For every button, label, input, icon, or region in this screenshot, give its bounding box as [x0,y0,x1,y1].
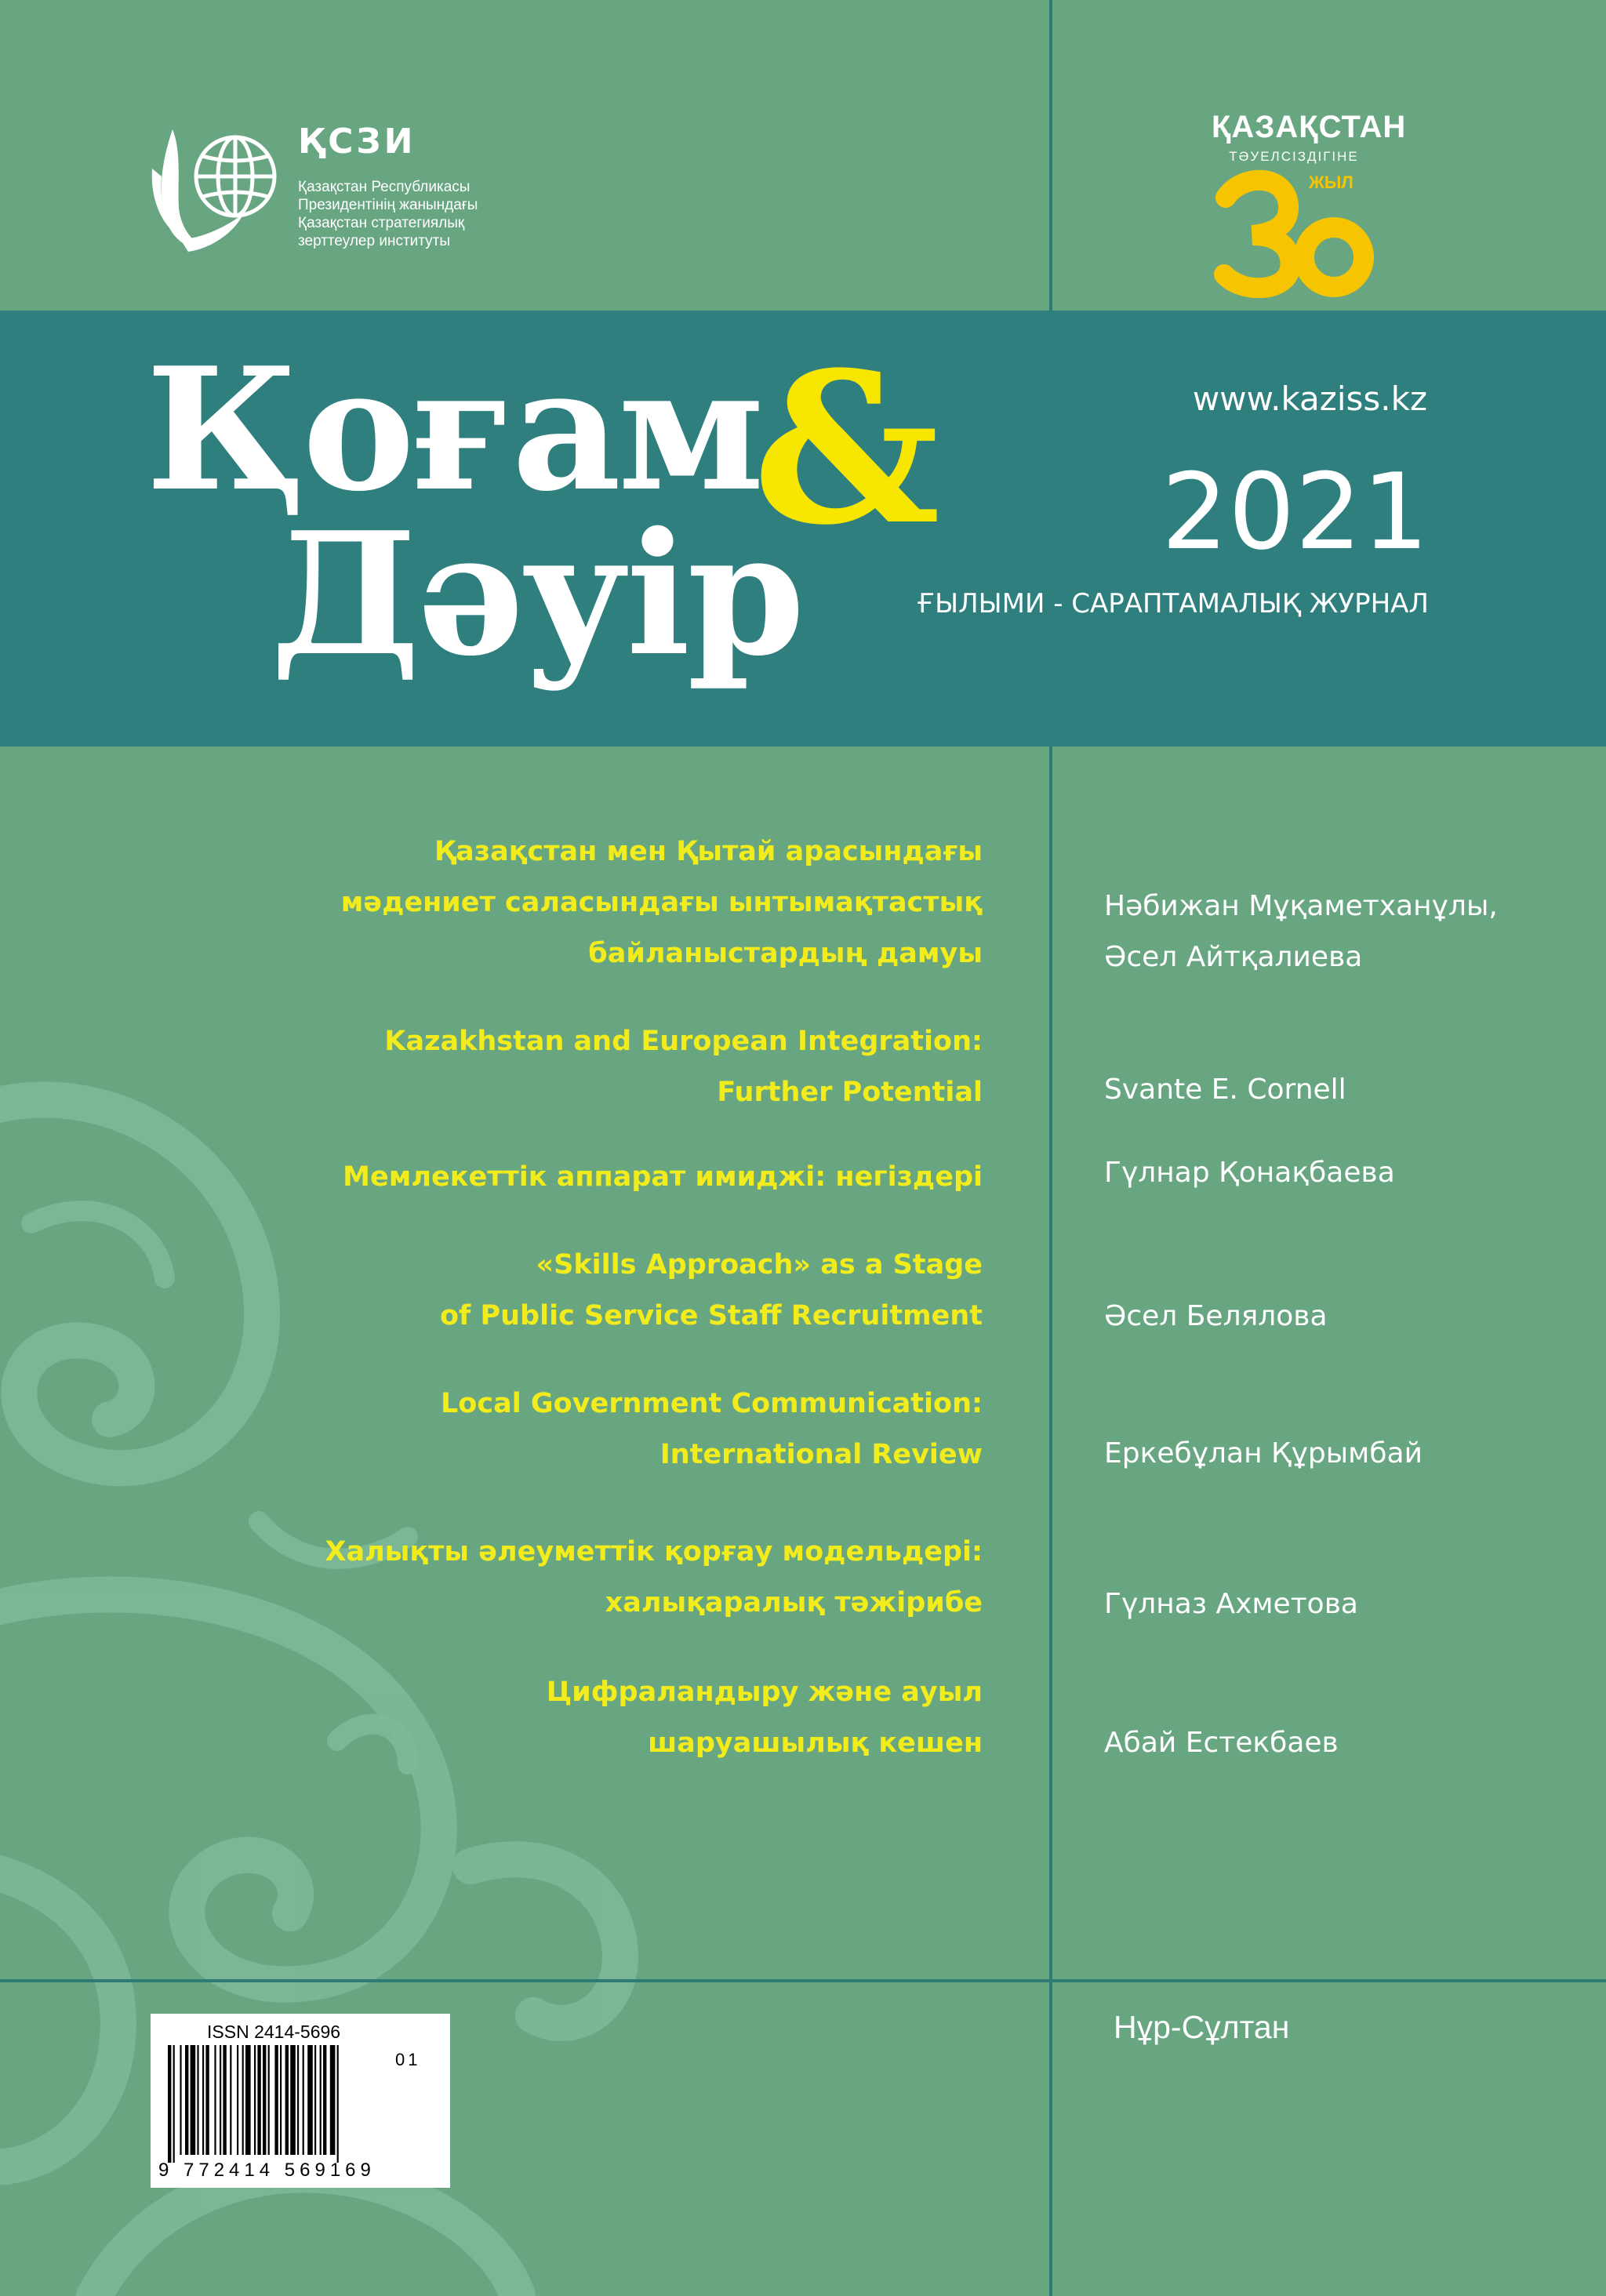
article-author [1104,1717,1339,1768]
article-title-line: of Public Service Staff Recruitment [440,1300,983,1331]
divider-vertical-top [1049,0,1052,311]
article-title [277,1240,983,1342]
article-author-line: Абай Естекбаев [1104,1727,1339,1759]
article-title [277,1379,983,1480]
article-title-line: Local Government Communication: [441,1388,983,1419]
article-title-line: халықаралық тәжірибе [605,1587,983,1618]
article-author [1104,1291,1328,1342]
article-author-line: Svante E. Cornell [1104,1074,1346,1106]
issn-label: ISSN 2414-5696 [207,2022,341,2042]
article-author-line: Әсел Белялова [1104,1300,1328,1332]
issue-year: 2021 [1161,451,1429,573]
website-link[interactable]: www.kaziss.kz [1192,380,1427,418]
article-author-line: Нәбижан Мұқаметханұлы, [1104,890,1498,922]
article-author-line: Гүлнар Қонақбаева [1104,1157,1395,1189]
article-title-line: Қазақстан мен Қытай арасындағы [434,836,983,867]
institute-logo [149,122,557,263]
barcode-digits: 9 772414 569169 [158,2160,376,2181]
article-title-line: байланыстардың дамуы [588,938,983,969]
eagle-globe-icon [149,122,290,263]
article-title-line: Халықты әлеуметтік қорғау модельдері: [325,1536,983,1568]
barcode-bars [168,2045,386,2163]
anniversary-unit: ЖЫЛ [1309,173,1353,192]
journal-title-ampersand: & [753,327,941,571]
independence-30-logo [1212,110,1407,298]
anniversary-subtitle: ТӘУЕЛСІЗДІГІНЕ [1229,149,1359,164]
institute-name-line: Қазақстан стратегиялық [298,215,465,231]
journal-title-line2: Дәуір [271,495,802,693]
article-title-line: Kazakhstan and European Integration: [384,1026,983,1057]
article-title-line: «Skills Approach» as a Stage [536,1249,983,1281]
article-author [1104,881,1498,983]
issn-barcode [151,2014,450,2188]
article-author [1104,1064,1346,1115]
article-title-line: Further Potential [717,1077,983,1108]
barcode-suffix: 01 [395,2050,421,2069]
journal-title-line1: Қоғам [146,330,761,529]
publication-city: Нұр-Сұлтан [1114,2009,1290,2045]
article-author-line: Еркебұлан Құрымбай [1104,1437,1423,1470]
institute-name [298,178,478,250]
article-title [277,1667,983,1769]
article-title [277,1527,983,1629]
divider-horizontal [0,1979,1606,1982]
journal-subtitle: ҒЫЛЫМИ - САРАПТАМАЛЫҚ ЖУРНАЛ [917,588,1429,619]
article-author [1104,1578,1358,1629]
institute-name-line: зерттеулер институты [298,233,451,249]
article-title [277,1016,983,1118]
divider-vertical-bottom [1049,747,1052,2296]
article-title-line: шаруашылық кешен [648,1727,983,1759]
article-author [1104,1428,1423,1479]
article-title [277,826,983,979]
institute-name-line: Президентінің жанындағы [298,197,478,213]
article-author-line: Гүлназ Ахметова [1104,1588,1358,1620]
article-author-line: Әсел Айтқалиева [1104,941,1363,973]
article-title-line: мәдениет саласындағы ынтымақтастық [340,887,983,918]
article-author [1104,1147,1395,1198]
article-title-line: International Review [659,1439,983,1470]
institute-name-line: Қазақстан Республикасы [298,179,471,195]
institute-abbreviation: ҚСЗИ [298,122,416,162]
article-title-line: Цифраландыру және ауыл [546,1677,983,1708]
article-title-line: Мемлекеттік аппарат имиджі: негіздері [343,1161,983,1193]
article-title [277,1152,983,1203]
anniversary-country: ҚАЗАҚСТАН [1212,110,1407,144]
